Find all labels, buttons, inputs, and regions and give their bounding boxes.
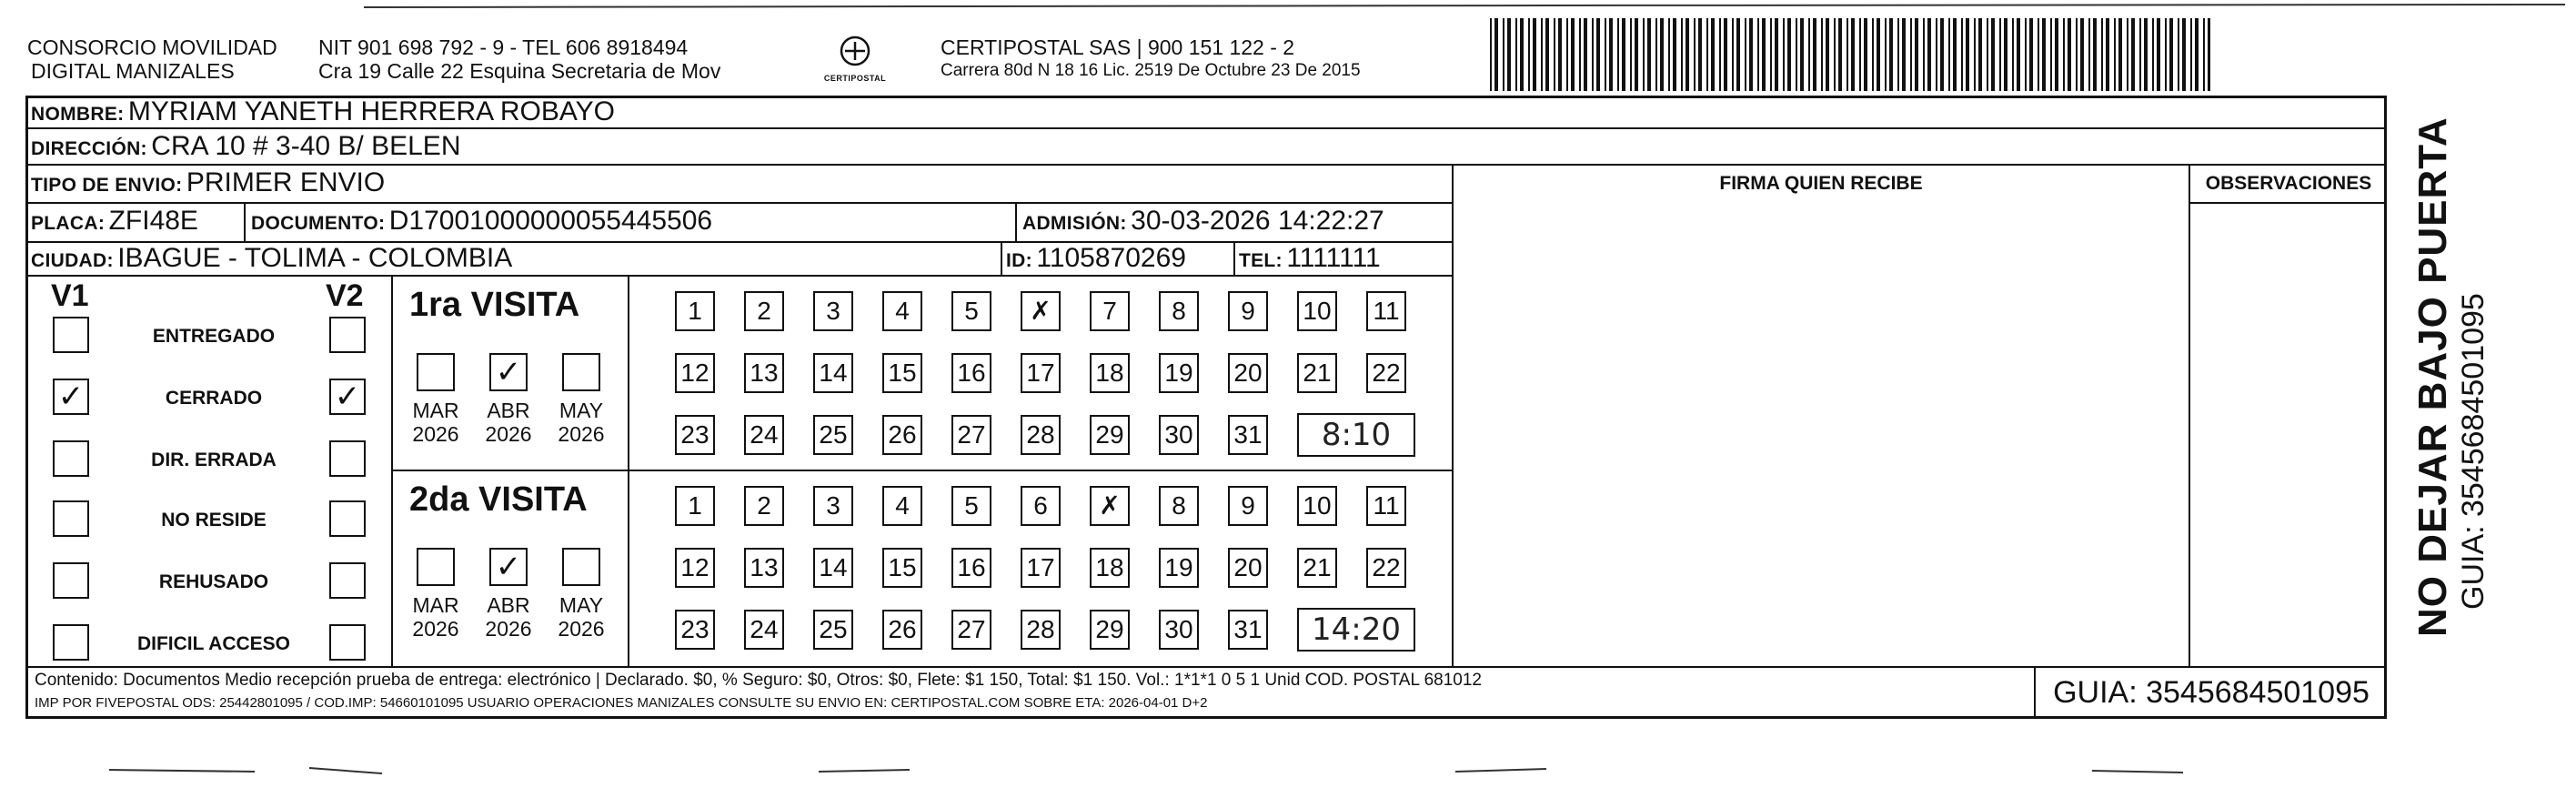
nombre-field: [31, 96, 615, 132]
barcode-bar: [1660, 18, 1664, 91]
barcode-bar: [1635, 18, 1638, 91]
ciudad-label: CIUDAD:: [31, 250, 114, 271]
barcode-bar: [1796, 18, 1797, 91]
barcode-bar: [1507, 18, 1511, 91]
day-box[interactable]: 8: [1159, 486, 1199, 526]
day-box[interactable]: 30: [1159, 415, 1199, 455]
footer-print-info: IMP POR FIVEPOSTAL ODS: 25442801095 / COD.IMP: 54660101095 USUARIO OPERACIONES MANIZALES CONSULTE SU ENVIO EN: CERTIPOSTAL.COM SOBRE ETA: 2026-04-01 D+2: [35, 695, 1208, 711]
barcode-bar: [1706, 18, 1708, 91]
day-box[interactable]: 22: [1366, 353, 1406, 393]
id-value: 1105870269: [1036, 243, 1186, 273]
month-checkbox[interactable]: [417, 353, 455, 391]
direccion-value: CRA 10 # 3-40 B/ BELEN: [151, 131, 461, 161]
barcode-bar: [1554, 18, 1555, 91]
day-box[interactable]: 10: [1297, 486, 1337, 526]
barcode-bar: [1872, 18, 1874, 91]
barcode-bar: [1533, 18, 1536, 91]
v1-checkbox[interactable]: ✓: [53, 379, 89, 415]
barcode-bar: [1609, 18, 1613, 91]
courier-logo-icon: [823, 33, 887, 69]
barcode-bar: [2144, 18, 2148, 91]
barcode-bar: [1503, 18, 1504, 91]
barcode-bar: [1515, 18, 1517, 91]
barcode-bar: [1770, 18, 1772, 91]
month-checkbox[interactable]: [562, 548, 600, 586]
company-name-line2: DIGITAL MANIZALES: [31, 59, 235, 83]
courier-name: CERTIPOSTAL SAS | 900 151 122 - 2: [941, 35, 1295, 59]
company-address: Cra 19 Calle 22 Esquina Secretaria de Mov: [318, 59, 721, 83]
direccion-field: [31, 131, 460, 167]
day-box[interactable]: 1: [675, 486, 715, 526]
barcode-bar: [2050, 18, 2052, 91]
barcode-bar: [1987, 18, 1988, 91]
month-name: MAY: [558, 593, 604, 617]
month-name: ABR: [487, 399, 530, 422]
placa-value: ZFI48E: [108, 206, 198, 236]
barcode-bar: [2106, 18, 2109, 91]
barcode-bar: [1885, 18, 1887, 91]
barcode-bar: [2152, 18, 2154, 91]
barcode-bar: [1681, 18, 1683, 91]
v2-checkbox[interactable]: [329, 440, 366, 477]
status-label: DIFICIL ACCESO: [136, 633, 290, 654]
v2-checkbox[interactable]: [329, 317, 366, 353]
day-box[interactable]: ✗: [1021, 291, 1061, 331]
barcode-bar: [1846, 18, 1848, 91]
day-box[interactable]: 13: [744, 353, 784, 393]
courier-license: Carrera 80d N 18 16 Lic. 2519 De Octubre 23 De 2015: [941, 61, 1361, 80]
day-box[interactable]: 18: [1090, 548, 1130, 588]
placa-label: PLACA:: [31, 213, 106, 234]
barcode-bar: [1605, 18, 1606, 91]
day-box[interactable]: 14: [813, 548, 853, 588]
barcode-bar: [2055, 18, 2058, 91]
barcode: [1490, 18, 2210, 91]
barcode-bar: [1592, 18, 1594, 91]
day-box[interactable]: 14: [813, 353, 853, 393]
month-name: ABR: [487, 593, 530, 617]
barcode-bar: [1749, 18, 1753, 91]
day-box[interactable]: 5: [951, 486, 991, 526]
month-name: MAY: [558, 399, 604, 422]
day-box[interactable]: 9: [1228, 486, 1268, 526]
nombre-label: NOMBRE:: [31, 104, 125, 125]
day-box[interactable]: 4: [882, 291, 922, 331]
day-box[interactable]: 5: [951, 291, 991, 331]
barcode-bar: [2101, 18, 2103, 91]
barcode-bar: [1698, 18, 1702, 91]
day-box[interactable]: 16: [951, 548, 991, 588]
direccion-label: DIRECCIÓN:: [31, 138, 147, 159]
id-field: [1006, 243, 1186, 278]
barcode-bar: [1897, 18, 1899, 91]
barcode-bar: [1783, 18, 1785, 91]
day-box[interactable]: 28: [1021, 415, 1061, 455]
day-box[interactable]: 24: [744, 415, 784, 455]
barcode-bar: [1673, 18, 1676, 91]
barcode-bar: [1966, 18, 1969, 91]
status-label: DIR. ERRADA: [151, 450, 277, 470]
documento-value: D17001000000055445506: [388, 206, 713, 236]
day-box[interactable]: 28: [1021, 610, 1061, 650]
barcode-bar: [2012, 18, 2014, 91]
tipo-envio-field: [31, 167, 385, 203]
v1-checkbox[interactable]: [53, 500, 89, 537]
admision-field: [1022, 206, 1384, 241]
barcode-bar: [2004, 18, 2007, 91]
month-year: 2026: [485, 422, 532, 446]
day-box[interactable]: 22: [1366, 548, 1406, 588]
company-nit: NIT 901 698 792 - 9 - TEL 606 8918494: [318, 35, 689, 59]
v1-checkbox[interactable]: [53, 440, 89, 477]
barcode-bar: [1923, 18, 1925, 91]
v1-checkbox[interactable]: [53, 562, 89, 599]
barcode-bar: [1948, 18, 1950, 91]
day-box[interactable]: 20: [1228, 353, 1268, 393]
barcode-bar: [2114, 18, 2116, 91]
v1-checkbox[interactable]: [53, 624, 89, 661]
barcode-bar: [1494, 18, 1498, 91]
day-box[interactable]: 19: [1159, 548, 1199, 588]
day-box[interactable]: 25: [813, 610, 853, 650]
day-box[interactable]: 2: [744, 291, 784, 331]
barcode-bar: [2131, 18, 2135, 91]
barcode-bar: [1711, 18, 1715, 91]
day-box[interactable]: 10: [1297, 291, 1337, 331]
day-box[interactable]: 1: [675, 291, 715, 331]
barcode-bar: [1724, 18, 1727, 91]
barcode-bar: [2038, 18, 2039, 91]
barcode-bar: [1915, 18, 1918, 91]
month-year: 2026: [412, 617, 459, 641]
barcode-bar: [2139, 18, 2141, 91]
barcode-bar: [1936, 18, 1937, 91]
month-checkbox[interactable]: [562, 353, 600, 391]
barcode-bar: [1787, 18, 1791, 91]
barcode-bar: [1757, 18, 1759, 91]
barcode-bar: [1584, 18, 1587, 91]
barcode-bar: [2093, 18, 2097, 91]
status-label: ENTREGADO: [152, 326, 276, 347]
day-box[interactable]: 21: [1297, 353, 1337, 393]
barcode-bar: [1745, 18, 1746, 91]
day-box[interactable]: 12: [675, 548, 715, 588]
barcode-bar: [2157, 18, 2160, 91]
day-box[interactable]: 25: [813, 415, 853, 455]
day-box[interactable]: 20: [1228, 548, 1268, 588]
barcode-bar: [1877, 18, 1880, 91]
month-name: MAR: [412, 399, 459, 422]
barcode-bar: [1630, 18, 1632, 91]
month-checkbox[interactable]: [417, 548, 455, 586]
barcode-bar: [2203, 18, 2205, 91]
day-box[interactable]: ✗: [1090, 486, 1130, 526]
barcode-bar: [1732, 18, 1734, 91]
barcode-bar: [1826, 18, 1829, 91]
month-year: 2026: [485, 617, 532, 641]
barcode-bar: [1978, 18, 1982, 91]
barcode-bar: [1643, 18, 1645, 91]
day-box[interactable]: 26: [882, 610, 922, 650]
barcode-bar: [2165, 18, 2167, 91]
visit-time: 8:10: [1297, 413, 1415, 457]
barcode-bar: [2088, 18, 2090, 91]
day-box[interactable]: 24: [744, 610, 784, 650]
v2-header: V2: [326, 278, 364, 313]
barcode-bar: [2029, 18, 2033, 91]
tipo-envio-label: TIPO DE ENVIO:: [31, 175, 183, 196]
visit-title: 1ra VISITA: [409, 286, 580, 324]
day-box[interactable]: 15: [882, 353, 922, 393]
barcode-bar: [1999, 18, 2001, 91]
barcode-bar: [1566, 18, 1568, 91]
footer-contents: Contenido: Documentos Medio recepción prueba de entrega: electrónico | Declarado. $0, % Seguro: $0, Otros: $0, Flete: $1 150, Total: $1 150. Vol.: 1*1*1 0 5 1 Unid COD. POSTAL 681012: [35, 671, 1482, 690]
tel-value: 1111111: [1286, 243, 1381, 273]
barcode-bar: [2063, 18, 2065, 91]
day-box[interactable]: 27: [951, 610, 991, 650]
v2-checkbox[interactable]: [329, 562, 366, 599]
scan-edge-line-bottom: [0, 761, 2576, 779]
barcode-bar: [1859, 18, 1861, 91]
v2-checkbox[interactable]: [329, 624, 366, 661]
barcode-bar: [1813, 18, 1816, 91]
day-box[interactable]: 15: [882, 548, 922, 588]
barcode-bar: [1685, 18, 1689, 91]
barcode-bar: [1974, 18, 1976, 91]
v2-checkbox[interactable]: [329, 500, 366, 537]
barcode-bar: [1647, 18, 1651, 91]
barcode-bar: [1719, 18, 1721, 91]
barcode-bar: [1851, 18, 1855, 91]
barcode-bar: [1910, 18, 1912, 91]
ciudad-value: IBAGUE - TOLIMA - COLOMBIA: [117, 243, 513, 273]
month-checkbox[interactable]: ✓: [489, 353, 528, 391]
barcode-bar: [1571, 18, 1575, 91]
v2-checkbox[interactable]: ✓: [329, 379, 366, 415]
barcode-bar: [1622, 18, 1625, 91]
barcode-bar: [1991, 18, 1995, 91]
side-warning: NO DEJAR BAJO PUERTA: [2410, 116, 2455, 637]
barcode-bar: [1927, 18, 1931, 91]
id-label: ID:: [1006, 250, 1032, 271]
tel-field: [1239, 243, 1381, 278]
documento-label: DOCUMENTO:: [251, 213, 386, 234]
barcode-bar: [2042, 18, 2046, 91]
day-box[interactable]: 9: [1228, 291, 1268, 331]
barcode-bar: [1545, 18, 1549, 91]
barcode-bar: [2017, 18, 2020, 91]
courier-logo: [823, 33, 887, 93]
barcode-bar: [1940, 18, 1944, 91]
barcode-bar: [2190, 18, 2192, 91]
barcode-bar: [2178, 18, 2179, 91]
documento-field: [251, 206, 712, 241]
month-year: 2026: [412, 422, 459, 446]
month-name: MAR: [412, 593, 459, 617]
day-box[interactable]: 17: [1021, 548, 1061, 588]
barcode-bar: [2182, 18, 2186, 91]
month-checkbox[interactable]: ✓: [489, 548, 528, 586]
footer-guia: GUIA: 3545684501095: [2034, 667, 2387, 718]
barcode-bar: [1961, 18, 1963, 91]
barcode-bar: [1838, 18, 1842, 91]
ciudad-field: [31, 243, 512, 278]
day-box[interactable]: 3: [813, 291, 853, 331]
v1-header: V1: [51, 278, 89, 313]
day-box[interactable]: 30: [1159, 610, 1199, 650]
day-box[interactable]: 7: [1090, 291, 1130, 331]
company-name-line1: CONSORCIO MOVILIDAD: [27, 35, 277, 59]
v1-checkbox[interactable]: [53, 317, 89, 353]
visit-title: 2da VISITA: [409, 480, 588, 519]
barcode-bar: [1520, 18, 1524, 91]
barcode-bar: [1668, 18, 1670, 91]
barcode-bar: [2127, 18, 2128, 91]
barcode-bar: [1889, 18, 1893, 91]
day-box[interactable]: 3: [813, 486, 853, 526]
tel-label: TEL:: [1239, 250, 1283, 271]
status-label: CERRADO: [165, 388, 263, 409]
visit-time: 14:20: [1297, 608, 1415, 652]
barcode-bar: [1541, 18, 1543, 91]
day-box[interactable]: 26: [882, 415, 922, 455]
barcode-bar: [1617, 18, 1619, 91]
barcode-bar: [2076, 18, 2078, 91]
day-box[interactable]: 31: [1228, 610, 1268, 650]
barcode-bar: [2169, 18, 2173, 91]
barcode-bar: [1579, 18, 1581, 91]
courier-logo-text: CERTIPOSTAL: [823, 74, 887, 83]
day-box[interactable]: 21: [1297, 548, 1337, 588]
admision-label: ADMISIÓN:: [1022, 213, 1127, 234]
day-box[interactable]: 29: [1090, 415, 1130, 455]
day-box[interactable]: 17: [1021, 353, 1061, 393]
barcode-bar: [2195, 18, 2199, 91]
day-box[interactable]: 16: [951, 353, 991, 393]
month-year: 2026: [558, 617, 605, 641]
day-box[interactable]: 23: [675, 415, 715, 455]
barcode-bar: [1596, 18, 1600, 91]
barcode-bar: [1864, 18, 1867, 91]
barcode-bar: [1834, 18, 1836, 91]
day-box[interactable]: 29: [1090, 610, 1130, 650]
day-box[interactable]: 11: [1366, 486, 1406, 526]
month-year: 2026: [558, 422, 605, 446]
barcode-bar: [1821, 18, 1823, 91]
barcode-bar: [2118, 18, 2122, 91]
tipo-envio-value: PRIMER ENVIO: [186, 167, 386, 197]
observaciones-header: OBSERVACIONES: [2205, 173, 2372, 194]
scan-edge-line: [364, 4, 2565, 9]
status-label: NO RESIDE: [161, 510, 267, 530]
barcode-bar: [1558, 18, 1562, 91]
side-guia: GUIA: 3545684501095: [2456, 293, 2490, 610]
barcode-bar: [1902, 18, 1906, 91]
day-box[interactable]: 23: [675, 610, 715, 650]
barcode-bar: [1762, 18, 1766, 91]
day-box[interactable]: 12: [675, 353, 715, 393]
barcode-bar: [1655, 18, 1657, 91]
day-box[interactable]: 4: [882, 486, 922, 526]
barcode-bar: [1800, 18, 1804, 91]
admision-value: 30-03-2026 14:22:27: [1131, 206, 1384, 236]
status-label: REHUSADO: [158, 571, 269, 592]
day-box[interactable]: 27: [951, 415, 991, 455]
barcode-bar: [2080, 18, 2084, 91]
day-box[interactable]: 11: [1366, 291, 1406, 331]
barcode-bar: [1694, 18, 1696, 91]
placa-field: [31, 206, 198, 241]
day-box[interactable]: 18: [1090, 353, 1130, 393]
barcode-bar: [1808, 18, 1810, 91]
barcode-bar: [2068, 18, 2071, 91]
barcode-bar: [1736, 18, 1740, 91]
barcode-bar: [1528, 18, 1530, 91]
barcode-bar: [1775, 18, 1778, 91]
barcode-bar: [2025, 18, 2027, 91]
barcode-bar: [1490, 18, 1492, 91]
barcode-bar: [1953, 18, 1957, 91]
nombre-value: MYRIAM YANETH HERRERA ROBAYO: [127, 96, 615, 126]
day-box[interactable]: 19: [1159, 353, 1199, 393]
day-box[interactable]: 8: [1159, 291, 1199, 331]
day-box[interactable]: 13: [744, 548, 784, 588]
day-box[interactable]: 31: [1228, 415, 1268, 455]
firma-header: FIRMA QUIEN RECIBE: [1719, 173, 1923, 194]
day-box[interactable]: 6: [1021, 486, 1061, 526]
barcode-bar: [2208, 18, 2210, 91]
day-box[interactable]: 2: [744, 486, 784, 526]
